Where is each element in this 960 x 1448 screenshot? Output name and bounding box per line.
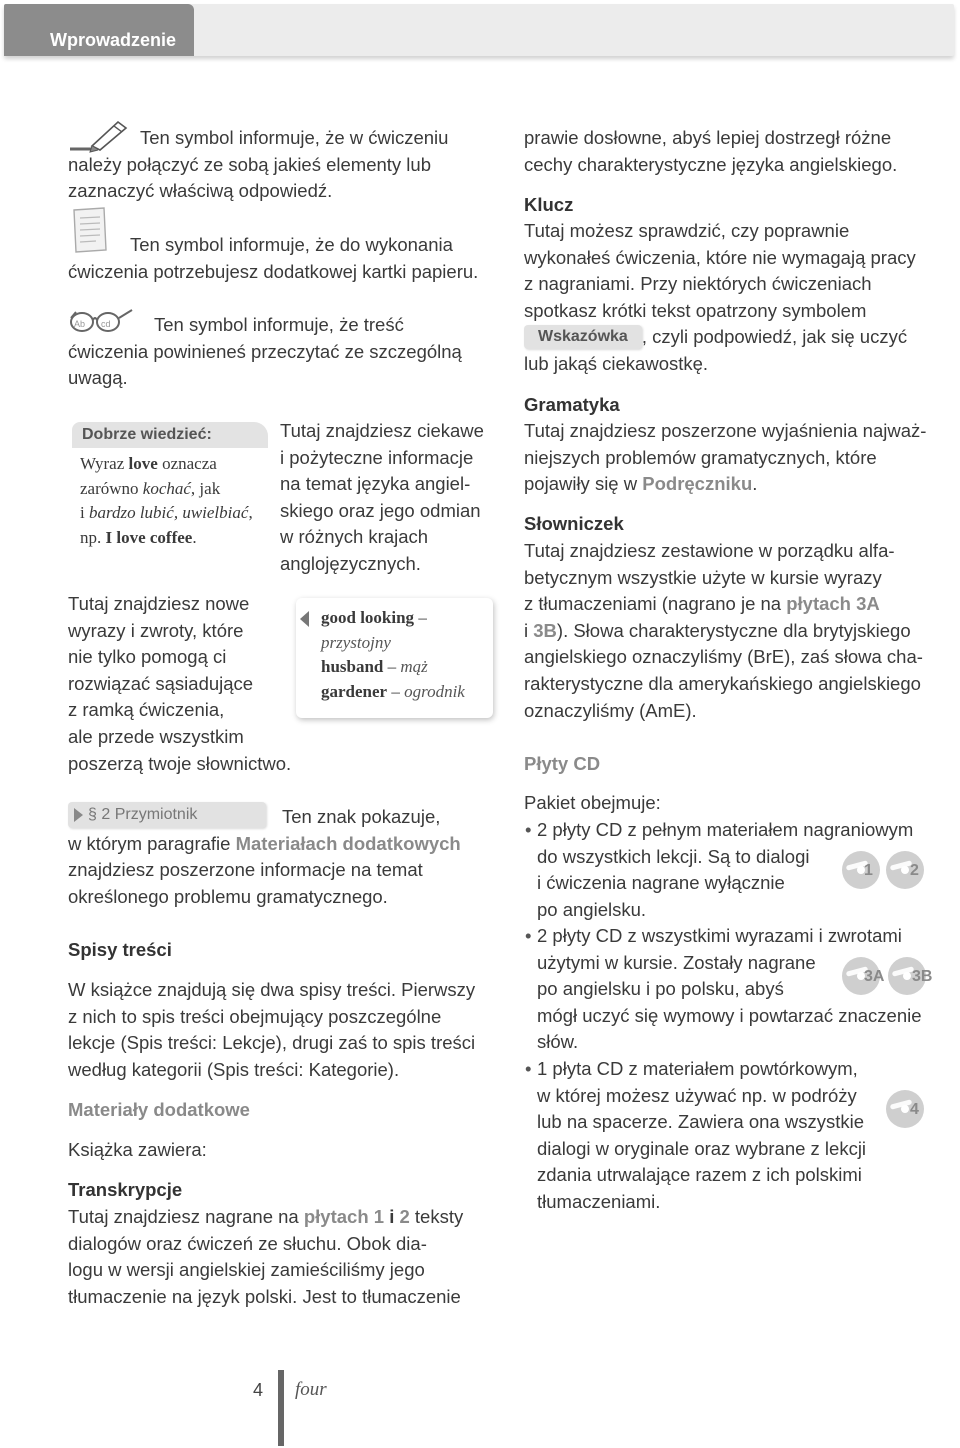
footer-divider bbox=[278, 1370, 284, 1446]
svg-text:cd: cd bbox=[101, 319, 111, 329]
triangle-left-icon bbox=[300, 611, 309, 627]
dobrze-wiedziec-tab: Dobrze wiedzieć: bbox=[72, 422, 268, 448]
cd-label: 4 bbox=[910, 1101, 919, 1118]
plyty-heading: Płyty CD bbox=[524, 753, 601, 774]
glasses-symbol-text: Ten symbol informuje, że treść ćwiczenia powinieneś przeczytać ze szczególną uwagą. bbox=[68, 314, 462, 389]
materialy-heading: Materiały dodatkowe bbox=[68, 1099, 250, 1120]
list-item: • 2 płyty CD z pełnym materiałem nagraniowym do wszystkich lekcji. Są to dialogi i ćwiczenia nagrane wyłącznie po angielsku. bbox=[525, 819, 914, 920]
page-title: Wprowadzenie bbox=[50, 30, 177, 50]
transkrypcje-heading: Transkrypcje bbox=[68, 1179, 183, 1200]
klucz-heading: Klucz bbox=[524, 194, 574, 215]
vocabulary-card-text: good looking – przystojny husband – mąż gardener – ogrodnik bbox=[321, 608, 465, 701]
page-number: 4 bbox=[253, 1380, 264, 1400]
paper-symbol-text: Ten symbol informuje, że do wykonania ćwiczenia potrzebujesz dodatkowej kartki papieru. bbox=[68, 234, 479, 282]
transkrypcje-text: Tutaj znajdziesz nagrane na płytach 1 i 2 teksty dialogów oraz ćwiczeń ze słuchu. Obok dia- logu w wersji angielskiej zamieściliśmy jego tłumaczenie na język polski. Jest to tłumaczenie bbox=[68, 1206, 464, 1307]
slowniczek-heading: Słowniczek bbox=[524, 513, 624, 534]
cd-icon bbox=[842, 851, 880, 889]
paragraph-reference-label: § 2 Przymiotnik bbox=[88, 806, 198, 823]
vocabulary-description: Tutaj znajdziesz nowe wyrazy i zwroty, które nie tylko pomogą ci rozwiązać sąsiadujące z ramką ćwiczenia, ale przede wszystkim poszerzą twoje słownictwo. bbox=[68, 593, 292, 774]
slowniczek-text: Tutaj znajdziesz zestawione w porządku alfa- betycznym wszystkie użyte w kursie wyrazy z tłumaczeniami (nagrano je na płytach 3A i 3B). Słowa charakterystyczne dla brytyjskiego angielskiego oznaczyliśmy (BrE), zaś słowa cha- rakterystyczne dla amerykańskiego angielskiego oznaczyliśmy (AmE). bbox=[524, 540, 923, 721]
cd-label: 3A bbox=[864, 968, 885, 985]
cd-label: 1 bbox=[864, 862, 873, 879]
spisy-heading: Spisy treści bbox=[68, 939, 172, 960]
plyty-intro: Pakiet obejmuje: bbox=[524, 792, 661, 813]
bullet-icon: • bbox=[525, 1058, 532, 1079]
dobrze-wiedziec-description: Tutaj znajdziesz ciekawe i pożyteczne informacje na temat języka angiel- skiego oraz jego odmian w różnych krajach anglojęzycznych. bbox=[280, 420, 484, 574]
bullet-icon: • bbox=[525, 819, 532, 840]
svg-text:Ab: Ab bbox=[74, 319, 86, 329]
list-item: • 2 płyty CD z wszystkimi wyrazami i zwrotami użytymi w kursie. Zostały nagrane po angielsku i po polsku, abyś mógł uczyć się wymowy i powtarzać znaczenie słów. bbox=[525, 925, 922, 1053]
materialy-intro: Książka zawiera: bbox=[68, 1139, 207, 1160]
gramatyka-text: Tutaj znajdziesz poszerzone wyjaśnienia najważ- niejszych problemów gramatycznych, które pojawiły się w Podręczniku. bbox=[524, 420, 927, 495]
list-item: • 1 płyta CD z materiałem powtórkowym, w której możesz używać np. w podróży lub na spacerze. Zawiera ona wszystkie dialogi w oryginale oraz wybrane z lekcji zdania utrwalające razem z ich polskimi tłumaczeniami. bbox=[525, 1058, 867, 1212]
pencil-symbol-text: Ten symbol informuje, że w ćwiczeniu należy połączyć ze sobą jakieś elementy lub zaznaczyć właściwą odpowiedź. bbox=[68, 127, 449, 202]
klucz-text: Tutaj możesz sprawdzić, czy poprawnie wykonałeś ćwiczenia, które nie wymagają pracy z nagraniami. Przy niektórych ćwiczeniach spotkasz krótki tekst opatrzony symbolem Wskazówka , czyli podpowiedź, jak się uczyć lub jakąś ciekawostkę. bbox=[524, 220, 916, 374]
gramatyka-heading: Gramatyka bbox=[524, 394, 620, 415]
spisy-text: W książce znajdują się dwa spisy treści. Pierwszy z nich to spis treści obejmujący poszczególne lekcje (Spis treści: Lekcje), drugi zaś to spis treści według kategorii (Spis treści: Kategorie). bbox=[68, 979, 476, 1080]
cd-label: 3B bbox=[912, 968, 933, 985]
page-number-word: four bbox=[295, 1379, 327, 1400]
bullet-icon: • bbox=[525, 925, 532, 946]
paragraph-reference-text: Ten znak pokazuje, w którym paragrafie Materiałach dodatkowych znajdziesz poszerzone informacje na temat określonego problemu gramatycznego. bbox=[68, 806, 461, 907]
dobrze-wiedziec-example: Wyraz love oznacza zarówno kochać, jak i bardzo lubić, uwielbiać, np. I love coffee. bbox=[80, 454, 253, 547]
wskazowka-tag: Wskazówka bbox=[524, 325, 642, 349]
transkrypcje-continued: prawie dosłowne, abyś lepiej dostrzegł różne cechy charakterystyczne języka angielskiego. bbox=[524, 127, 898, 175]
cd-label: 2 bbox=[910, 862, 919, 879]
